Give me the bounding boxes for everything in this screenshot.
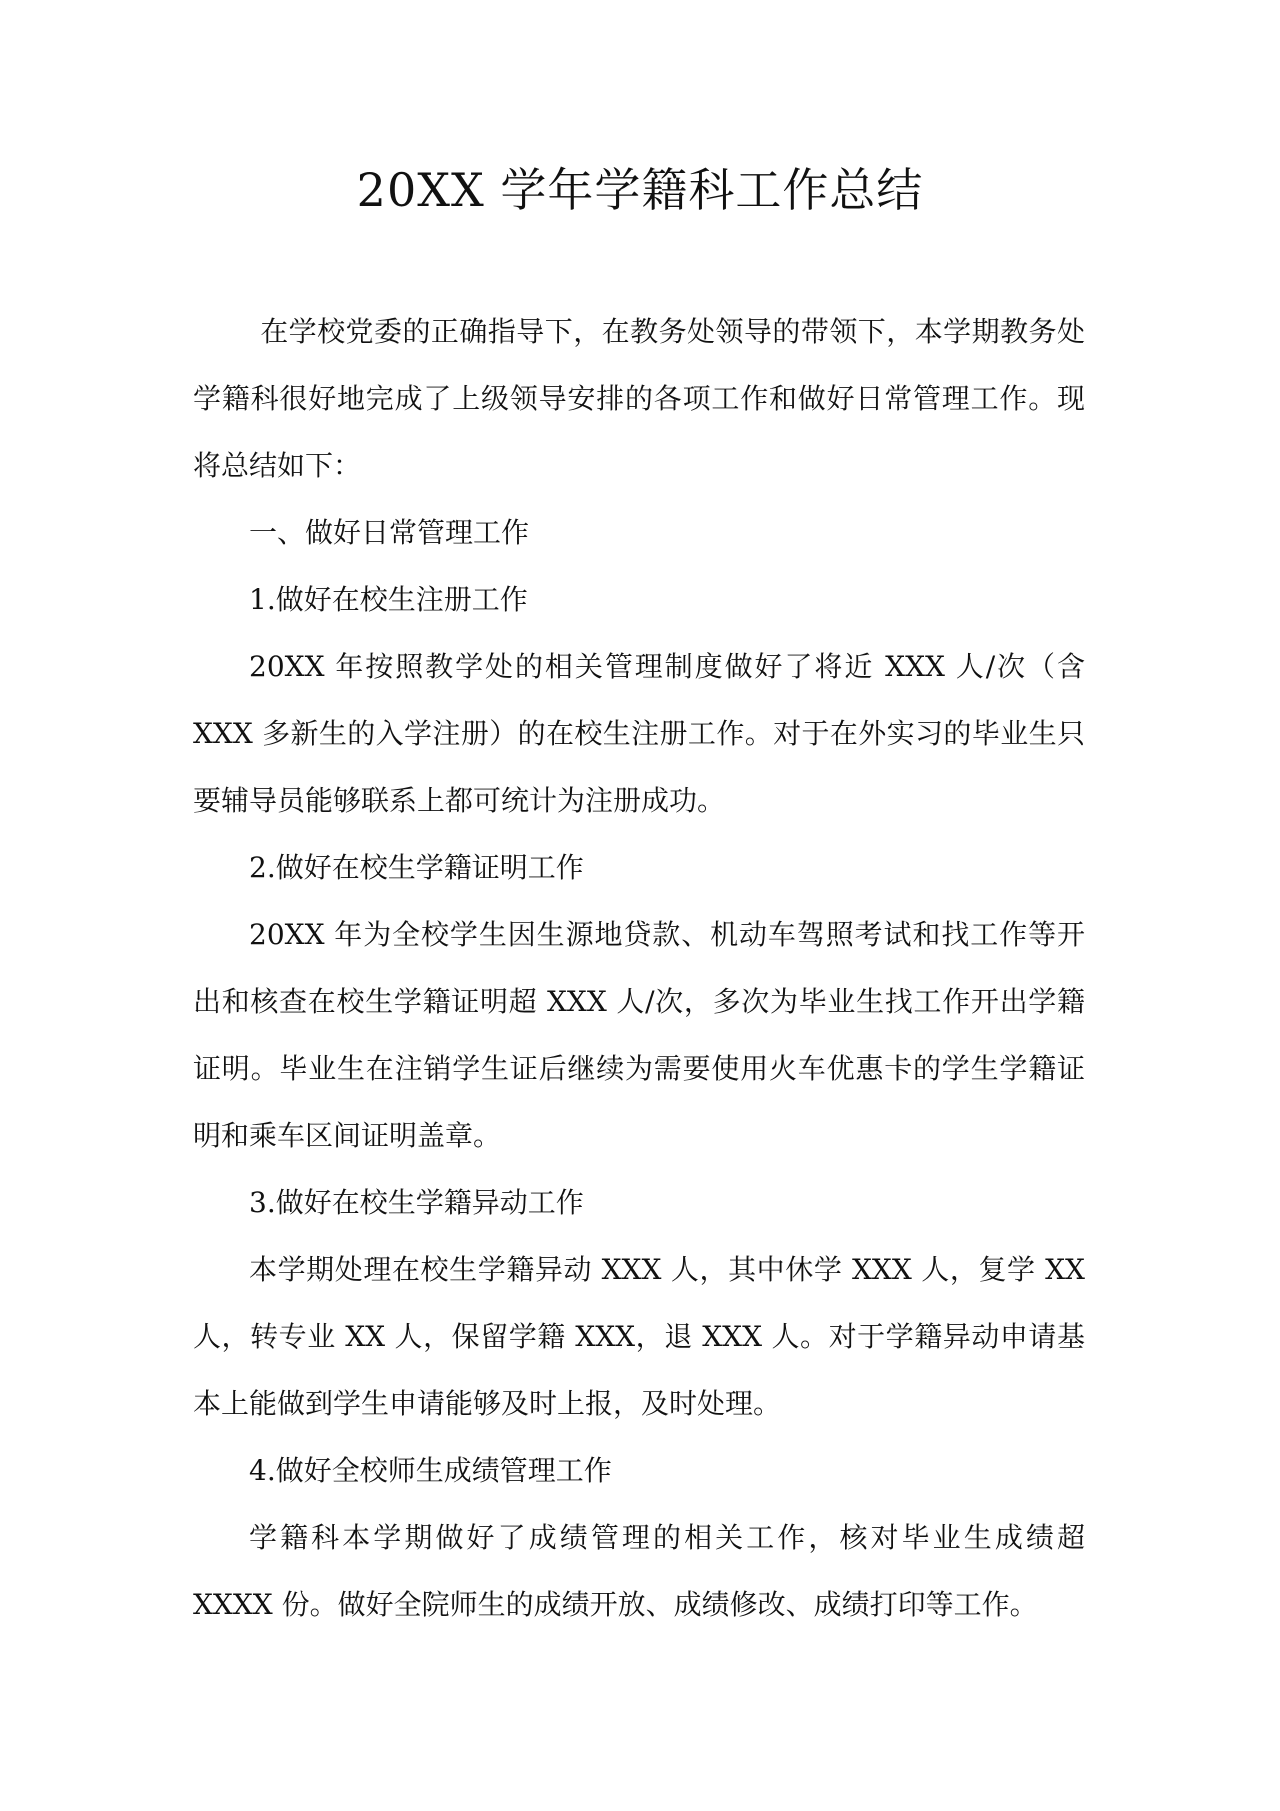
- subheading-grade-management: 4.做好全校师生成绩管理工作: [249, 1454, 612, 1487]
- paragraph-grade-management: 学籍科本学期做好了成绩管理的相关工作，核对毕业生成绩超 XXXX 份。做好全院师生的成绩开放、成绩修改、成绩打印等工作。: [193, 1521, 1085, 1621]
- paragraph-intro: 在学校党委的正确指导下，在教务处领导的带领下，本学期教务处学籍科很好地完成了上级领导安排的各项工作和做好日常管理工作。现将总结如下：: [193, 315, 1085, 482]
- paragraph-enrollment-certificate: 20XX 年为全校学生因生源地贷款、机动车驾照考试和找工作等开出和核查在校生学籍证明超 XXX 人/次，多次为毕业生找工作开出学籍证明。毕业生在注销学生证后继续为需要使用火车优惠卡的学生学籍证明和乘车区间证明盖章。: [193, 918, 1085, 1152]
- document-title: 20XX 学年学籍科工作总结: [356, 163, 924, 217]
- subheading-enrollment-certificate: 2.做好在校生学籍证明工作: [249, 851, 584, 884]
- section-heading-daily-management: 一、做好日常管理工作: [249, 516, 530, 549]
- paragraph-registration: 20XX 年按照教学处的相关管理制度做好了将近 XXX 人/次（含 XXX 多新生的入学注册）的在校生注册工作。对于在外实习的毕业生只要辅导员能够联系上都可统计为注册成功。: [193, 650, 1085, 817]
- subheading-registration: 1.做好在校生注册工作: [249, 583, 528, 616]
- subheading-status-change: 3.做好在校生学籍异动工作: [249, 1186, 584, 1219]
- document-body: [193, 298, 1085, 1638]
- paragraph-status-change: 本学期处理在校生学籍异动 XXX 人，其中休学 XXX 人，复学 XX 人，转专业 XX 人，保留学籍 XXX，退 XXX 人。对于学籍异动申请基本上能做到学生申请能够及时上报，及时处理。: [193, 1253, 1085, 1420]
